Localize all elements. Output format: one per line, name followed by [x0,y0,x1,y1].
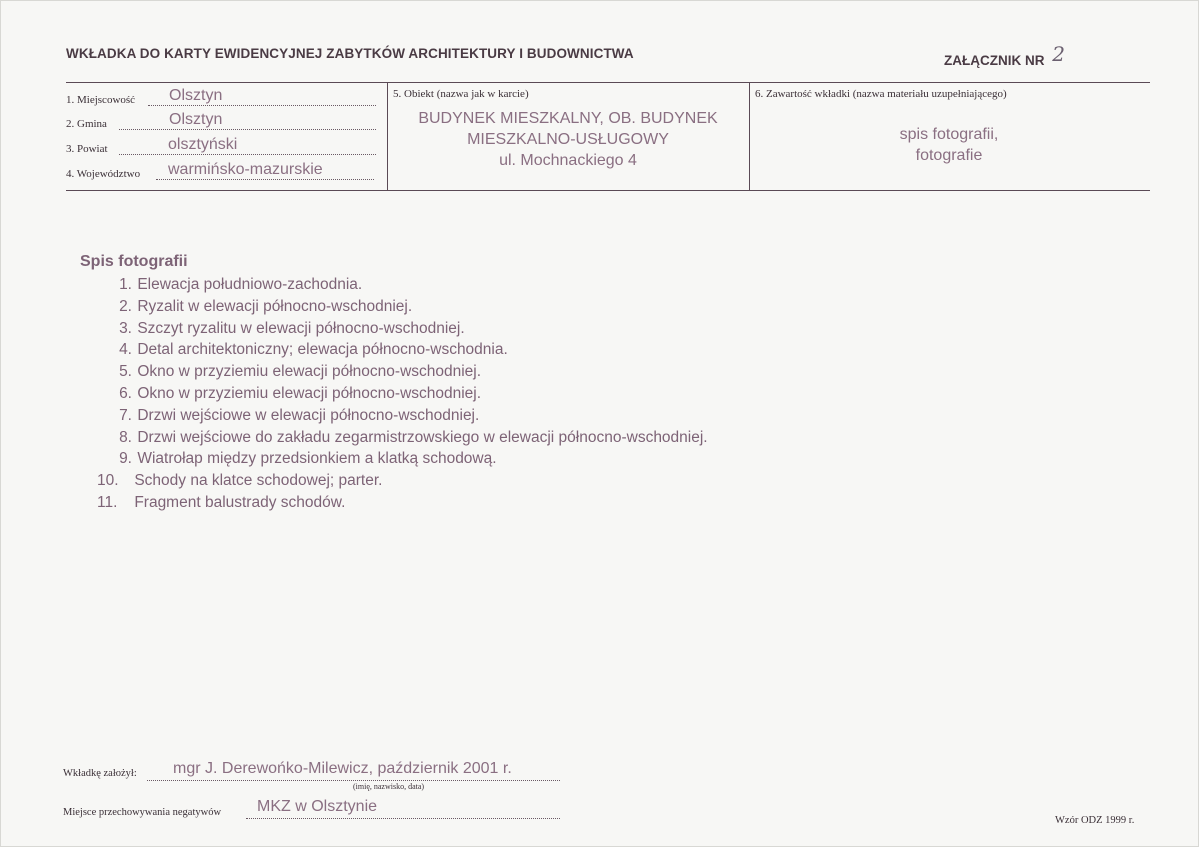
photo-item-text: Szczyt ryzalitu w elewacji północno-wschodniej. [137,319,465,337]
annex-heading [944,42,1065,70]
photo-list [97,274,708,514]
founded-value: mgr J. Derewońko-Milewicz, październik 2001 r. [173,760,512,777]
photo-list-item [100,383,708,405]
photo-list-item [100,448,708,470]
dotted-line [119,128,376,130]
field-value-gmina: Olsztyn [169,111,223,128]
photo-item-number: 10. [97,472,119,490]
annex-label: ZAŁĄCZNIK NR [944,53,1045,68]
table-bottom-rule [66,190,1150,191]
storage-value: MKZ w Olsztynie [257,798,378,815]
photo-item-text: Ryzalit w elewacji północno-wschodniej. [137,297,413,315]
contents-label: 6. Zawartość wkładki (nazwa materiału uzupełniającego) [755,88,1007,100]
template-version: Wzór ODZ 1999 r. [1055,815,1135,826]
object-name [388,108,748,171]
photo-item-number: 2. [119,297,132,315]
annex-number: 2 [1052,42,1065,66]
photo-item-number: 11. [97,493,118,511]
photo-item-text: Detal architektoniczny; elewacja północno-wschodnia. [137,341,508,359]
object-label: 5. Obiekt (nazwa jak w karcie) [393,88,529,100]
photo-list-item [100,274,708,296]
storage-label: Miejsce przechowywania negatywów [63,807,222,818]
field-gmina [66,112,378,132]
field-label-gmina: 2. Gmina [66,118,107,130]
field-value-wojewodztwo: warmińsko-mazurskie [168,161,323,178]
object-line-1: BUDYNEK MIESZKALNY, OB. BUDYNEK [418,110,718,127]
field-miejscowosc [66,88,378,108]
photo-list-item [100,361,708,383]
field-powiat [66,137,378,157]
photo-item-number: 6. [119,384,132,402]
photo-item-text: Schody na klatce schodowej; parter. [134,472,383,490]
card-title: WKŁADKA DO KARTY EWIDENCYJNEJ ZABYTKÓW ARCHITEKTURY I BUDOWNICTWA [66,46,634,61]
photo-list-item [100,405,708,427]
photo-list-item [97,492,708,514]
photo-item-text: Okno w przyziemiu elewacji północno-wschodniej. [137,363,482,381]
photo-item-number: 8. [119,428,132,446]
founded-label: Wkładkę założył: [63,768,137,779]
photo-list-item [100,339,708,361]
photo-list-item [100,427,708,449]
photo-item-text: Elewacja południowo-zachodnia. [137,276,363,293]
object-address: ul. Mochnackiego 4 [499,152,637,169]
photo-item-text: Wiatrołap między przedsionkiem a klatką schodową. [137,450,497,468]
field-label-powiat: 3. Powiat [66,143,108,155]
photo-item-text: Drzwi wejściowe do zakładu zegarmistrzowskiego w elewacji północno-wschodniej. [137,428,708,446]
object-line-2: MIESZKALNO-USŁUGOWY [467,131,669,148]
photo-item-number: 3. [119,319,132,337]
dotted-line [246,817,560,819]
photo-item-number: 1. [119,276,132,293]
photo-list-title: Spis fotografii [80,253,188,270]
contents-value [750,124,1148,166]
field-value-miejscowosc: Olsztyn [169,87,223,104]
photo-item-number: 9. [119,450,132,468]
photo-list-item [97,470,708,492]
photo-list-item [100,318,708,340]
photo-item-number: 7. [119,406,132,424]
field-value-powiat: olsztyński [168,136,238,153]
field-label-miejscowosc: 1. Miejscowość [66,94,136,106]
table-top-rule [66,82,1150,83]
photo-item-text: Okno w przyziemiu elewacji północno-wschodniej. [137,384,482,402]
dotted-line [119,153,376,155]
photo-item-text: Fragment balustrady schodów. [134,493,346,511]
photo-list-item [100,296,708,318]
photo-item-number: 5. [119,363,132,381]
field-wojewodztwo [66,162,378,182]
photo-item-text: Drzwi wejściowe w elewacji północno-wschodniej. [137,406,480,424]
contents-line-1: spis fotografii, [899,126,999,143]
field-label-wojewodztwo: 4. Województwo [66,168,141,180]
contents-line-2: fotografie [915,147,983,164]
dotted-line [147,779,560,781]
photo-item-number: 4. [119,341,132,359]
founded-note: (imię, nazwisko, data) [353,782,425,791]
